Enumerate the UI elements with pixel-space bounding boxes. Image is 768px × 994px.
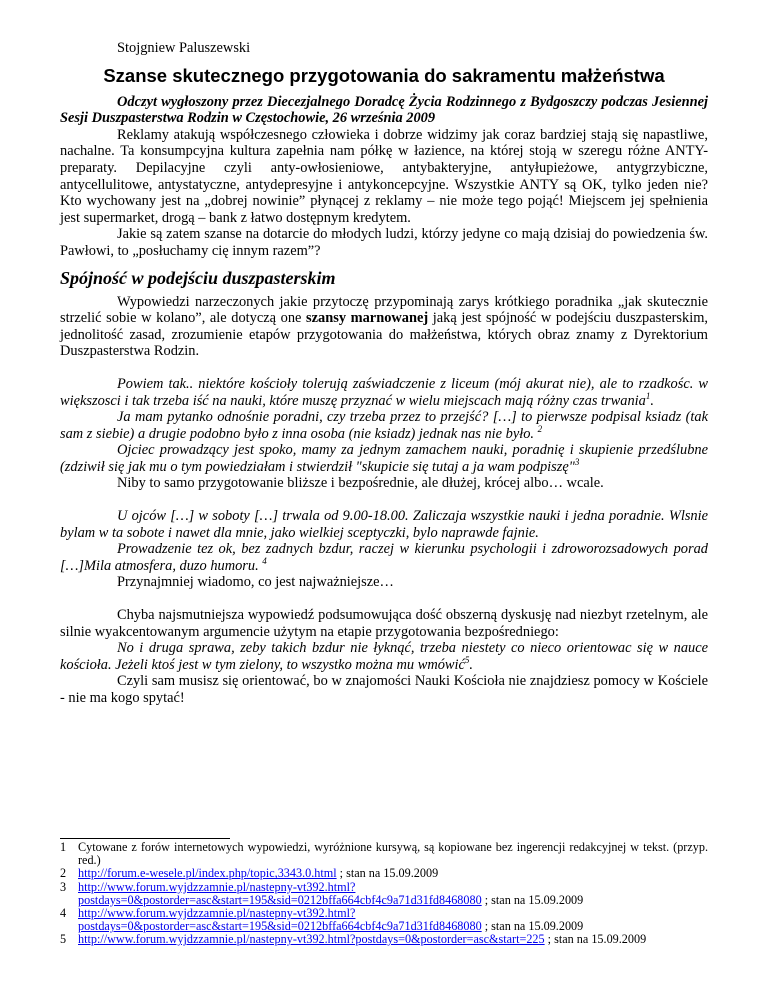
section-intro-after: jaką jest spójność w podejściu duszpasterskim, jednolitość zasad, zrozumienie etapów przygotowania do małżeństwa, których obraz znamy z Dyrektorium Duszpasterstwa Rodzin.	[60, 310, 709, 360]
footnote-divider	[60, 838, 230, 839]
quote-text: Ja mam pytanko odnośnie poradni, czy trzeba przez to przejść? […] to pierwsze podpisal ksiadz (tak sam z siebie) a drugie podobno było z inna osoba (nie ksiadz) jednak nas nie było.	[60, 409, 708, 442]
quote-text: U ojców […] w soboty […] trwala od 9.00-18.00. Zaliczaja wszystkie nauki i jedna poradnie. Wlsnie bylam w ta sobote i nawet dla mnie, jako wielkiej sceptyczki, bylo naprawde fajnie.	[60, 508, 708, 541]
quote-tail: .	[469, 656, 474, 673]
document-body	[60, 40, 708, 707]
paragraph-gap	[60, 360, 708, 376]
comment-paragraph: Czyli sam musisz się orientować, bo w znajomości Nauki Kościoła nie znajdziesz pomocy w Kościele - nie ma kogo spytać!	[60, 673, 708, 706]
footnote-number: 5	[60, 932, 67, 947]
footnote-item	[60, 881, 708, 907]
footnote-number: 4	[60, 906, 67, 921]
section-intro-emphasis: szansy marnowanej	[306, 310, 429, 327]
quote-paragraph	[60, 442, 708, 475]
footnote-item	[60, 907, 708, 933]
footnote-link[interactable]: http://www.forum.wyjdzzamnie.pl/nastepny-vt392.html?postdays=0&postorder=asc&start=195&sid=0212bffa664cbf4c9a71d31fd8468080	[78, 879, 482, 907]
footnote-ref[interactable]: 5	[464, 655, 470, 666]
footnote-link[interactable]: http://www.forum.wyjdzzamnie.pl/nastepny-vt392.html?postdays=0&postorder=asc&start=225	[78, 932, 545, 947]
page-title: Szanse skutecznego przygotowania do sakramentu małżeństwa	[103, 64, 665, 86]
footnote-date: ; stan na 15.09.2009	[481, 919, 584, 934]
footnote-ref[interactable]: 2	[537, 423, 543, 434]
comment-paragraph: Przynajmniej wiadomo, co jest najważniejsze…	[117, 574, 394, 591]
footnote-number: 2	[60, 866, 67, 881]
comment-paragraph: Niby to samo przygotowanie bliższe i bezpośrednie, ale dłużej, krócej albo… wcale.	[117, 475, 604, 492]
quote-text: Prowadzenie tez ok, bez zadnych bzdur, raczej w kierunku psychologii i zdroworozsadowych porad […]Mila atmosfera, duzo humoru.	[60, 541, 708, 574]
intro-paragraph-1: Reklamy atakują współczesnego człowieka i dobrze widzimy jak coraz bardziej stają się napastliwe, nachalne. Ta konsumpcyjna kultura zapełnia nam półkę w łazience, na której stoją w szeregu różne ANTY-preparaty. Depilacyjne czyli anty-owłosieniowe, antybakteryjne, antyłupieżowe, antygrzybiczne, antycellulitowe, antystatyczne, antydepresyjne i antykoncepcyjne. Wszystkie ANTY są OK, tylko jeden nie? Kto wychowany jest na „dobrej nowinie” płynącej z reklamy – nie może tego pojąć! Miejscem jej spełnienia jest supermarket, drogą – bank z łatwo dostępnym kredytem.	[60, 126, 708, 226]
quote-paragraph	[60, 409, 708, 442]
quote-paragraph	[60, 541, 708, 574]
quote-paragraph	[60, 508, 708, 541]
footnote-ref[interactable]: 3	[574, 457, 580, 468]
footnotes-section	[60, 838, 708, 947]
footnote-number: 3	[60, 879, 67, 894]
lecture-subtitle: Odczyt wygłoszony przez Diecezjalnego Doradcę Życia Rodzinnego z Bydgoszczy podczas Jesiennej Sesji Duszpasterstwa Rodzin w Częstochowie, 26 września 2009	[60, 93, 708, 127]
footnote-date: ; stan na 15.09.2009	[481, 892, 584, 907]
author-name: Stojgniew Paluszewski	[117, 40, 251, 56]
footnote-ref[interactable]: 4	[262, 556, 267, 567]
footnote-text: Cytowane z forów internetowych wypowiedzi, wyróżnione kursywą, są kopiowane bez ingerencji redakcyjnej w tekst. (przyp. red.)	[78, 840, 708, 868]
quote-text: No i druga sprawa, zeby takich bzdur nie łyknąć, trzeba niestety co nieco orientowac się w nauce kościoła. Jeżeli ktoś jest w tym zielony, to wszystko można mu wmówić	[60, 640, 708, 673]
footnote-link[interactable]: http://www.forum.wyjdzzamnie.pl/nastepny-vt392.html?postdays=0&postorder=asc&start=195&sid=0212bffa664cbf4c9a71d31fd8468080	[78, 906, 482, 934]
section-intro-before: Wypowiedzi narzeczonych jakie przytoczę przypominają zarys krótkiego poradnika „jak skutecznie strzelić sobie w kolano”, ale dotyczą one	[60, 293, 708, 327]
footnote-link[interactable]: http://forum.e-wesele.pl/index.php/topic,3343.0.html	[78, 866, 337, 881]
footnote-date: ; stan na 15.09.2009	[544, 932, 647, 947]
footnote-date: ; stan na 15.09.2009	[336, 866, 439, 881]
quote-paragraph	[60, 640, 708, 673]
paragraph-gap	[60, 591, 708, 607]
footnote-number: 1	[60, 840, 67, 854]
footnote-ref[interactable]: 1	[645, 390, 651, 401]
quote-tail: .	[650, 392, 654, 409]
footnote-item	[60, 841, 708, 867]
quote-paragraph	[60, 376, 708, 409]
paragraph-gap	[60, 492, 708, 508]
quote-text: Ojciec prowadzący jest spoko, mamy za jednym zamachem nauki, poradnię i skupienie przedślubne (zdziwił się jak mu o tym powiedziałam i stwierdził "skupicie się tutaj a ja wam podpiszę"	[60, 442, 708, 475]
intro-paragraph-2: Jakie są zatem szanse na dotarcie do młodych ludzi, którzy jedyne co mają dzisiaj do powiedzenia św. Pawłowi, to „posłuchamy cię innym razem”?	[60, 226, 708, 259]
section-intro-paragraph	[60, 294, 708, 360]
body-paragraph: Chyba najsmutniejsza wypowiedź podsumowująca dość obszerną dyskusję nad niezbyt rzetelnym, ale silnie wyakcentowanym argumencie użytym na etapie przygotowania bezpośredniego:	[60, 607, 708, 640]
section-heading: Spójność w podejściu duszpasterskim	[60, 267, 336, 288]
footnote-item	[60, 933, 708, 946]
quote-text: Powiem tak.. niektóre kościoły tolerują zaświadczenie z liceum (mój akurat nie), ale to rzadkośc. w większosci i tak trzeba iść na nauki, które muszę przyznać w wielu miejscach mają różny czas trwania	[60, 375, 708, 409]
